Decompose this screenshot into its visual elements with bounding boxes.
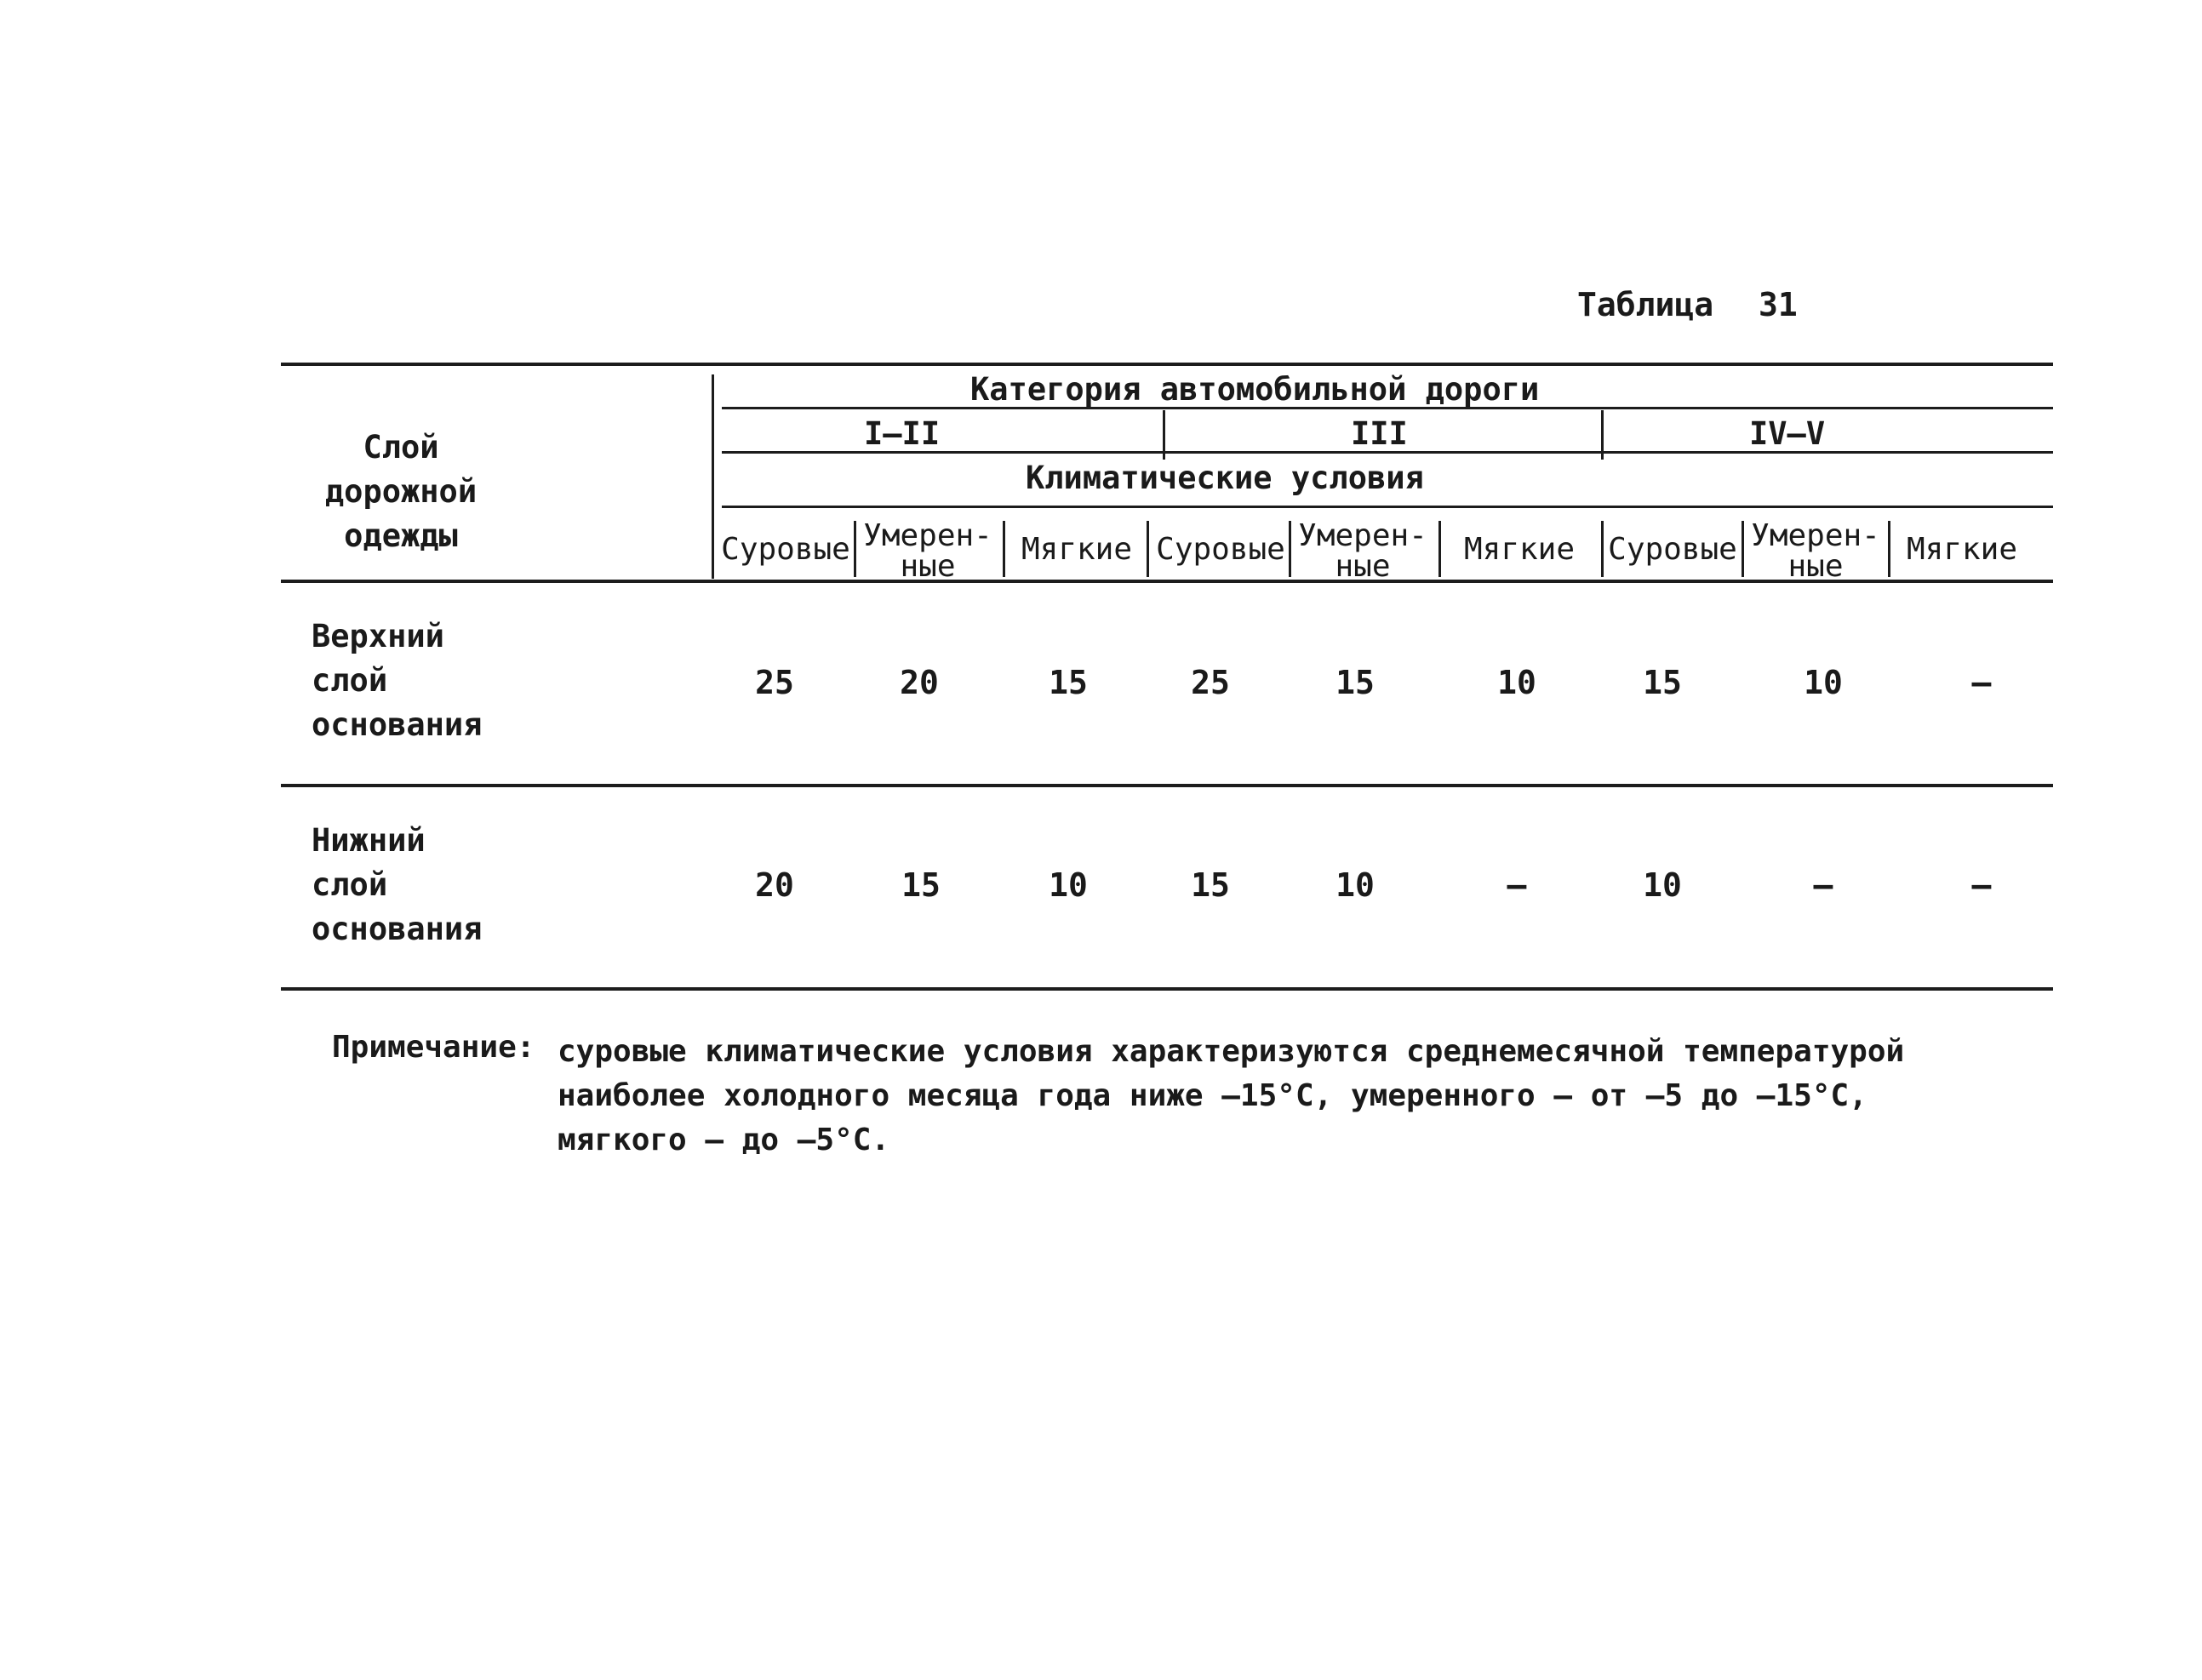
table-cell: 15	[1643, 664, 1682, 701]
category-separator-2	[1601, 410, 1604, 460]
climate-header: Климатические условия	[1026, 460, 1424, 496]
table-cell: 15	[1335, 664, 1375, 701]
table-cell: 15	[1191, 866, 1230, 904]
table-cell: –	[1813, 866, 1833, 904]
climate-col-3: Мягкие	[1021, 532, 1133, 567]
table-number: 31	[1759, 286, 1798, 323]
climate-rule	[722, 506, 2053, 508]
note-label: Примечание:	[332, 1030, 535, 1065]
climate-col-4: Суровые	[1156, 532, 1285, 567]
table-cell: 25	[1191, 664, 1230, 701]
table-cell: 15	[901, 866, 941, 904]
table-label: Таблица	[1577, 286, 1714, 323]
note-line: мягкого – до –5°С.	[558, 1123, 890, 1157]
stub-header-line: одежды	[344, 517, 458, 554]
category-i-ii: I–II	[864, 415, 941, 452]
note-line: наиболее холодного месяца года ниже –15°С, умеренного – от –5 до –15°С,	[558, 1078, 1867, 1113]
table-bottom-rule	[281, 987, 2053, 991]
climate-separator	[1438, 521, 1441, 577]
stub-header	[312, 426, 490, 558]
climate-col-2: Умерен- ные	[863, 518, 992, 584]
table-cell: 20	[900, 664, 939, 701]
table-cell: –	[1971, 866, 1992, 904]
table-cell: 10	[1643, 866, 1682, 904]
note-text	[558, 1030, 1904, 1163]
climate-col-6: Мягкие	[1463, 532, 1576, 567]
climate-col-1: Суровые	[721, 532, 850, 567]
table-top-rule	[281, 363, 2053, 366]
table-cell: 25	[755, 664, 794, 701]
table-cell: 20	[755, 866, 794, 904]
row-label-upper-base: Верхний слой основания	[312, 618, 483, 743]
table-cell: 10	[1335, 866, 1375, 904]
table-cell: 15	[1049, 664, 1088, 701]
climate-col-7: Суровые	[1608, 532, 1737, 567]
row-label-lower-base: Нижний слой основания	[312, 822, 483, 947]
note-line: суровые климатические условия характеризуются среднемесячной температурой	[558, 1034, 1905, 1069]
category-iii: III	[1351, 415, 1408, 452]
table-cell: –	[1971, 664, 1992, 701]
category-header: Категория автомобильной дороги	[970, 371, 1540, 408]
climate-col-5: Умерен- ные	[1298, 518, 1427, 584]
category-iv-v: IV–V	[1749, 415, 1826, 452]
table-cell: 10	[1497, 664, 1536, 701]
category-separator-1	[1163, 410, 1165, 460]
climate-col-9: Мягкие	[1906, 532, 2018, 567]
table-cell: –	[1507, 866, 1527, 904]
table-cell: 10	[1049, 866, 1088, 904]
table-caption	[1577, 286, 1798, 323]
stub-header-line: дорожной	[324, 473, 478, 510]
stub-header-line: Слой	[363, 429, 439, 466]
table-cell: 10	[1804, 664, 1843, 701]
climate-col-8: Умерен- ные	[1751, 518, 1880, 584]
row-separator-rule	[281, 784, 2053, 787]
